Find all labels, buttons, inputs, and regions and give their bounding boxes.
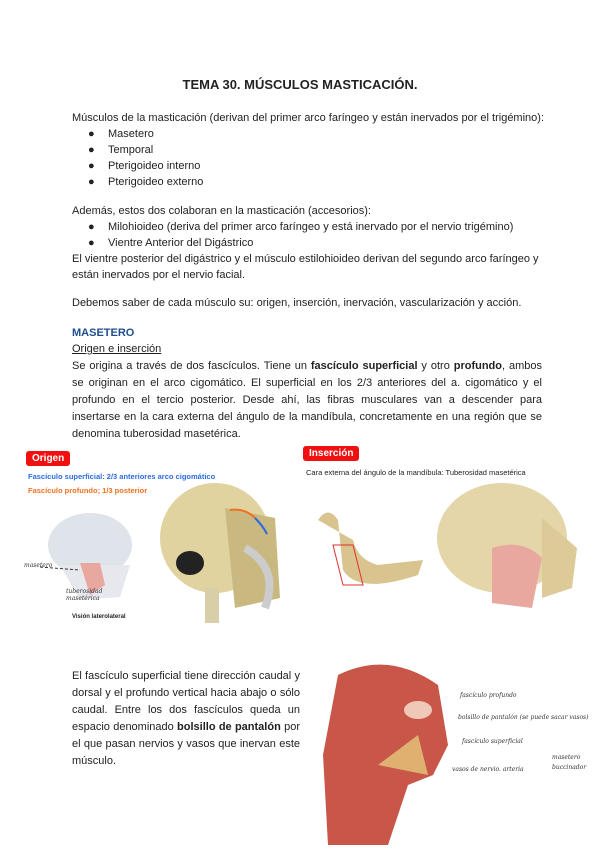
intro-text: Músculos de la masticación (derivan del primer arco faríngeo y están inervados por el trigémino): [72, 112, 544, 124]
mandible-image [308, 500, 428, 600]
list-item: ● Masetero [88, 128, 154, 140]
skull-masseter-image [432, 478, 587, 628]
section-title: MASETERO [72, 327, 135, 339]
head-label: vasos de nervio. arteria [452, 766, 524, 773]
origin-tag: Origen [26, 451, 70, 466]
head-muscles-image [308, 655, 458, 845]
note-text: El vientre posterior del digástrico y el músculo estilohioideo derivan del segundo arco faríngeo y están inervados por el nervio facial. [72, 253, 539, 281]
deep-caption: Fascículo profundo; 1/3 posterior [28, 486, 148, 495]
head-label: buccinador [552, 764, 587, 771]
list-item: ● Vientre Anterior del Digástrico [88, 237, 254, 249]
masetero-label: masetero [24, 562, 53, 569]
tuberosity-label: tuberosidad masetérica [66, 588, 103, 602]
must-know-text: Debemos saber de cada músculo su: origen, inserción, inervación, vascularización y acción. [72, 297, 522, 309]
insertion-tag: Inserción [303, 446, 359, 461]
head-label: fascículo profundo [460, 692, 517, 699]
subsection-title: Origen e inserción [72, 343, 162, 355]
page-title: TEMA 30. MÚSCULOS MASTICACIÓN. [182, 77, 418, 92]
view-caption: Visión laterolateral [72, 614, 126, 620]
head-label: bolsillo de pantalón (se puede sacar vasos) [458, 714, 589, 721]
head-label: masetero [552, 754, 581, 761]
superficial-caption: Fascículo superficial: 2/3 anteriores arco cigomático [28, 472, 216, 481]
list-item: ● Pterigoideo externo [88, 176, 204, 188]
paragraph-origin: Se origina a través de dos fascículos. Tiene un fascículo superficial y otro profundo, ambos se originan en el arco cigomático. El superficial en los 2/3 anteriores del a. cigomático y el profundo en el tercio posterior. Desde ahí, las fibras musculares van a descender para insertarse en la cara externa del ángulo de la mandíbula, concretamente en una región que se denomina tuberosidad masetérica. [72, 360, 542, 440]
list-item: ● Pterigoideo interno [88, 160, 201, 172]
accessory-intro: Además, estos dos colaboran en la masticación (accesorios): [72, 205, 371, 217]
skull-inferior-image [155, 478, 285, 623]
head-label: fascículo superficial [462, 738, 523, 745]
list-item: ● Temporal [88, 144, 154, 156]
insertion-caption: Cara externa del ángulo de la mandíbula: Tuberosidad masetérica [306, 468, 526, 477]
list-item: ● Milohioideo (deriva del primer arco faríngeo y está inervado por el nervio trigémino) [88, 221, 514, 233]
paragraph-pocket: El fascículo superficial tiene dirección caudal y dorsal y el profundo vertical hacia abajo o sólo caudal. Entre los dos fascículos queda un espacio denominado bolsillo de pantalón por el que pasan nervios y vasos que inervan este músculo. [72, 670, 300, 767]
